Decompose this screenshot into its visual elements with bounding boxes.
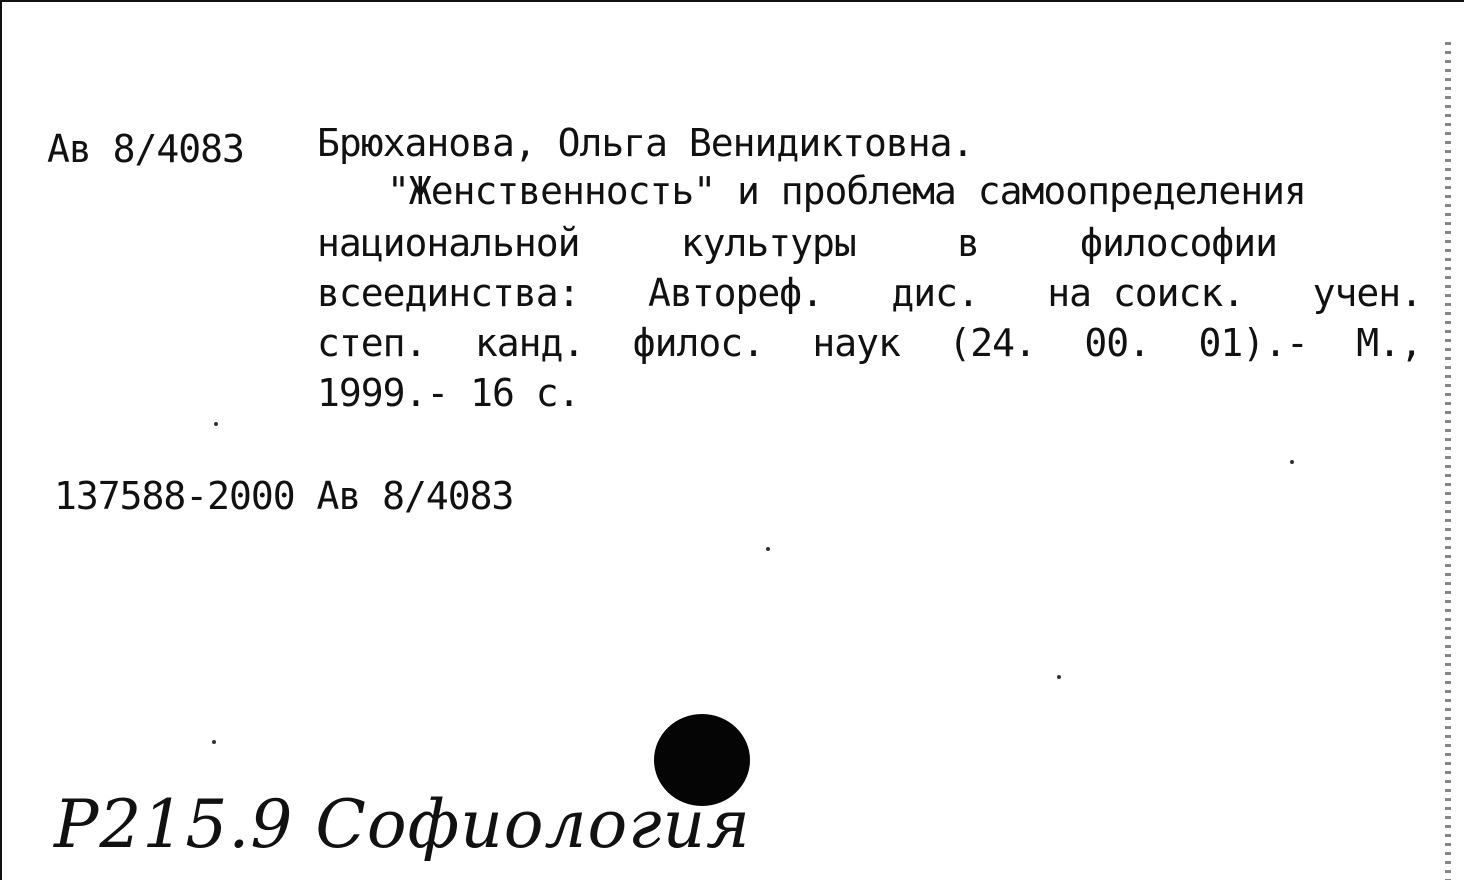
- title-line-1: "Женственность" и проблема самоопределения: [387, 169, 1306, 213]
- paper-speck: [766, 547, 770, 551]
- title-line-4-word: 00.: [1084, 321, 1150, 365]
- title-line-3-word: на соиск.: [1047, 271, 1245, 315]
- title-line-3-word: Автореф.: [647, 271, 823, 315]
- title-line-2-word: национальной: [317, 221, 580, 265]
- title-line-2: [317, 221, 1277, 265]
- title-line-2-word: в: [956, 221, 979, 265]
- paper-speck: [1057, 675, 1061, 679]
- author-heading: Брюханова, Ольга Венидиктовна.: [317, 121, 974, 165]
- title-line-3-word: учен.: [1312, 271, 1422, 315]
- title-line-2-word: культуры: [680, 221, 856, 265]
- title-line-4: [317, 321, 1422, 365]
- title-line-4-word: (24.: [948, 321, 1036, 365]
- card-edge-perforation: [1445, 42, 1451, 880]
- title-line-4-word: филос.: [632, 321, 764, 365]
- title-line-4-word: М.,: [1356, 321, 1422, 365]
- title-line-3: [317, 271, 1422, 315]
- title-line-4-word: степ.: [317, 321, 427, 365]
- title-line-4-word: 01).-: [1198, 321, 1308, 365]
- handwritten-classification: Р215.9 Софиология: [54, 786, 751, 863]
- paper-speck: [1290, 460, 1294, 464]
- title-line-5: 1999.- 16 с.: [317, 371, 580, 415]
- title-line-3-word: всеединства:: [317, 271, 580, 315]
- title-line-4-word: наук: [812, 321, 900, 365]
- paper-speck: [212, 740, 216, 744]
- title-line-4-word: канд.: [474, 321, 585, 365]
- title-line-2-word: философии: [1080, 221, 1277, 265]
- shelf-mark: Ав 8/4083: [47, 127, 244, 171]
- inventory-number: 137588-2000 Ав 8/4083: [54, 474, 514, 518]
- paper-speck: [214, 422, 218, 426]
- title-line-3-word: дис.: [891, 271, 979, 315]
